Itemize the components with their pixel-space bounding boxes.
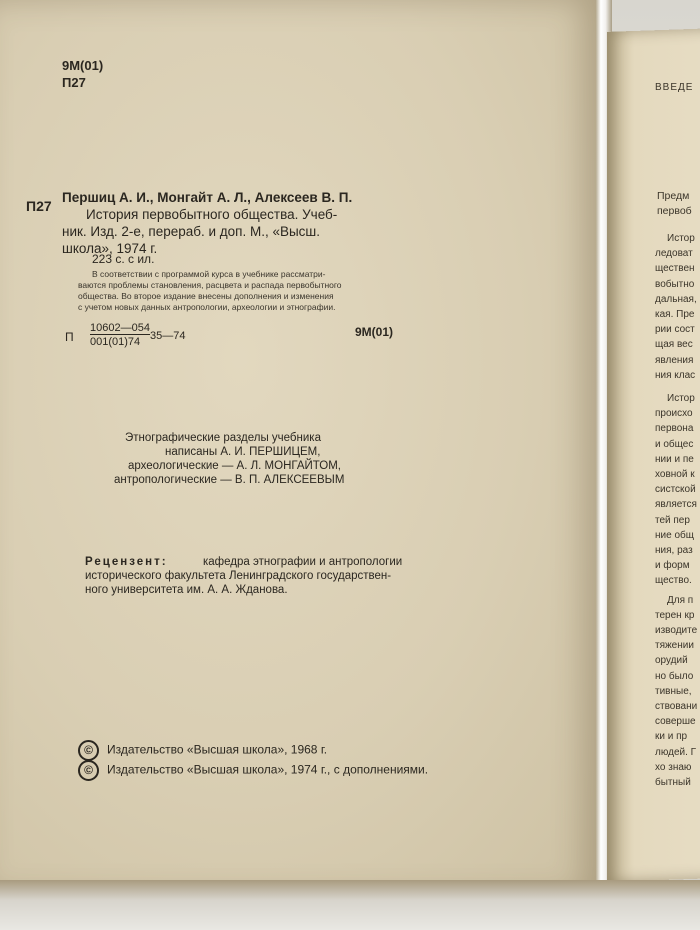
right-page-text-line: но было [655, 670, 694, 682]
right-page-text-line: нии и пе [655, 453, 694, 465]
title-line: История первобытного общества. Учеб- [86, 207, 338, 222]
authors-line: Першиц А. И., Монгайт А. Л., Алексеев В. П. [62, 190, 353, 205]
right-page-text-line: щество. [655, 575, 692, 587]
index-side: П27 [26, 198, 52, 214]
catalog-prefix: П [65, 330, 74, 344]
right-page-text-line: ние общ [655, 529, 694, 541]
right-page-text-line: первона [655, 423, 694, 435]
title-line: школа», 1974 г. [62, 241, 158, 256]
right-page-text-line: Истор [667, 233, 695, 244]
right-page-text-line: хо знаю [655, 761, 692, 773]
copyright-icon: © [78, 740, 99, 761]
right-page-text-line: вобытно [655, 278, 695, 290]
reviewer-line: ного университета им. А. А. Жданова. [85, 584, 288, 596]
right-page-text-line: ствовани [655, 701, 698, 712]
right-page-heading: ВВЕДЕ [655, 82, 694, 93]
right-page-subheading: Предм [657, 190, 690, 202]
catalog-numerator: 10602—054 [90, 322, 150, 334]
annotation-line: В соответствии с программой курса в учебнике рассматри- [92, 269, 326, 279]
right-page-text-line: происхо [655, 408, 693, 420]
right-page-text-line: тей пер [655, 514, 690, 526]
right-page-text-line: ществен [655, 263, 695, 275]
right-page-text-line: тяжении [655, 640, 694, 652]
right-page-text-line: бытный [655, 777, 691, 788]
sections-line: Этнографические разделы учебника [125, 432, 321, 444]
page-edge-shadow [0, 880, 700, 930]
copyright-text: Издательство «Высшая школа», 1968 г. [107, 742, 328, 757]
right-page-text-line: и общес [655, 438, 694, 450]
right-page-text-line: и форм [655, 560, 690, 572]
reviewer-label: Рецензент: [85, 556, 168, 568]
right-page-text-line: людей. Г [655, 746, 697, 758]
sections-line: археологические — А. Л. МОНГАЙТОМ, [128, 460, 342, 472]
reviewer-line: исторического факультета Ленинградского государствен- [85, 570, 392, 582]
right-page-text-line: тивные, [655, 685, 692, 697]
right-page-text-line: рии сост [655, 324, 695, 336]
pages-count: 223 с. с ил. [92, 252, 155, 266]
right-page-text-line: ки и пр [655, 731, 688, 743]
right-page-text-line: Для п [667, 594, 694, 606]
annotation-line: общества. Во второе издание внесены дополнения и изменения [78, 291, 334, 301]
class-code-top: 9М(01) [62, 58, 104, 73]
catalog-suffix: 35—74 [150, 330, 186, 342]
right-page-text-line: ния, раз [655, 545, 693, 556]
annotation-line: с учетом новых данных антропологии, археологии и этнографии. [78, 302, 336, 312]
copyright-line [78, 740, 327, 761]
copyright-text: Издательство «Высшая школа», 1974 г., с дополнениями. [107, 762, 429, 777]
right-page-text-line: явления [655, 354, 694, 366]
right-page-subheading: первоб [657, 205, 692, 217]
reviewer-line: кафедра этнографии и антропологии [203, 556, 403, 568]
title-line: ник. Изд. 2-е, перераб. и доп. М., «Высш. [62, 224, 321, 239]
right-page-text-line: кая. Пре [655, 309, 695, 320]
class-code-bottom: 9М(01) [355, 325, 394, 339]
right-page-text-line: терен кр [655, 609, 695, 621]
right-page-text-line: совершe [655, 716, 696, 728]
annotation-line: ваются проблемы становления, расцвета и распада первобытного [78, 280, 342, 290]
sections-line: написаны А. И. ПЕРШИЦЕМ, [165, 446, 321, 458]
right-page-text-line: является [655, 499, 697, 511]
right-page-text-line: изводите [655, 625, 698, 636]
right-page-text-line: ледоват [655, 248, 693, 260]
right-page-text-line: ховной к [655, 469, 695, 480]
right-page-text-line: Истор [667, 393, 695, 404]
copyright-line [78, 760, 428, 781]
right-page-text-line: ния клас [655, 369, 696, 381]
right-page-text-line: систской [655, 484, 696, 496]
index-top: П27 [62, 75, 86, 90]
right-page-text-line: орудий [655, 655, 688, 667]
sections-line: антропологические — В. П. АЛЕКСЕЕВЫМ [114, 474, 345, 486]
catalog-denominator: 001(01)74 [90, 336, 141, 348]
right-page-text-line: дальная, [655, 293, 697, 305]
right-page-text-line: щая вес [655, 339, 693, 351]
copyright-icon: © [78, 760, 99, 781]
